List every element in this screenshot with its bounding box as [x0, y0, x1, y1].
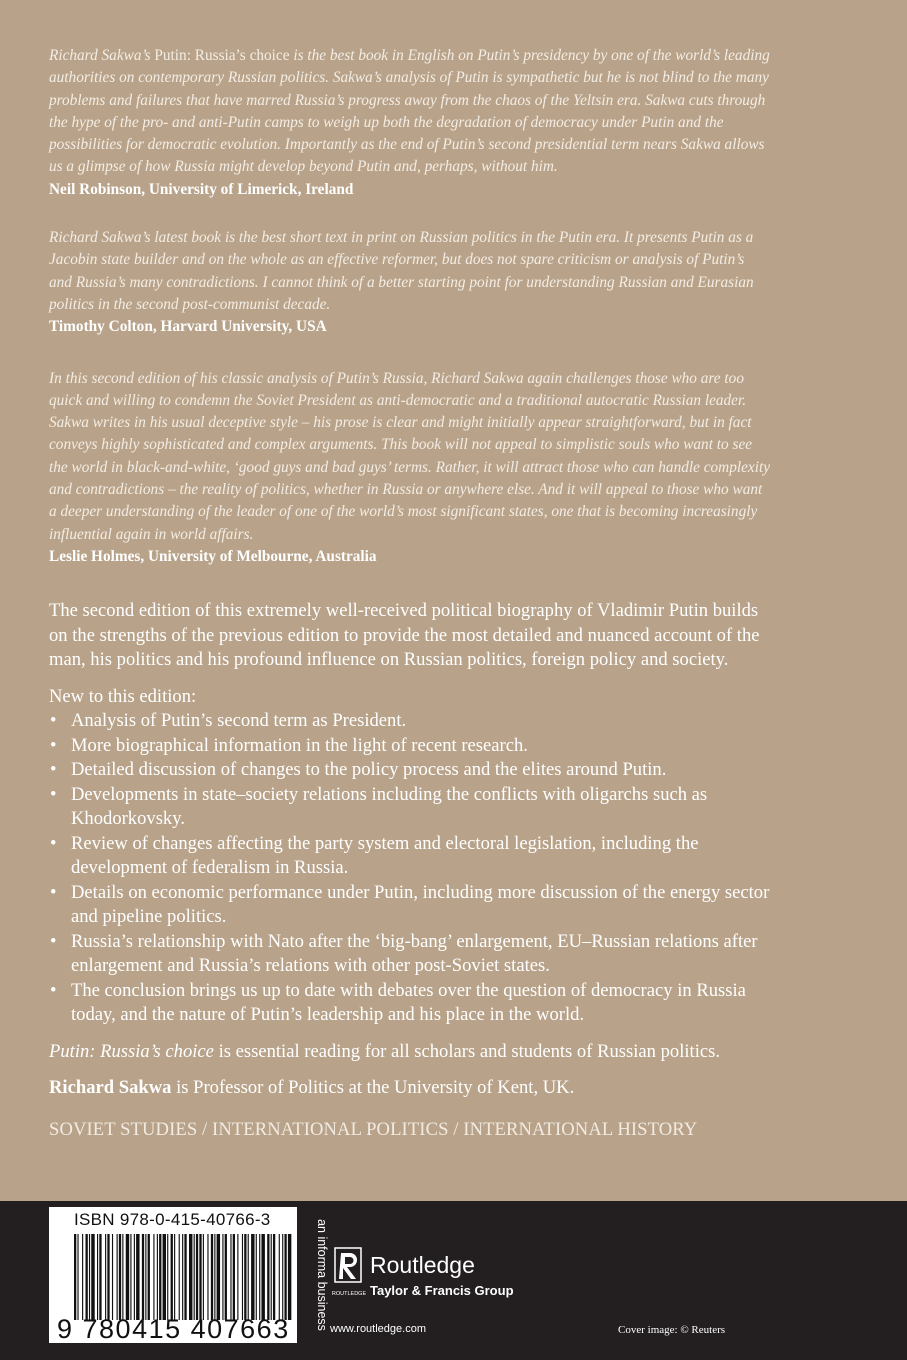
barcode-bar — [288, 1234, 291, 1320]
cover-image-credit: Cover image: © Reuters — [618, 1324, 726, 1336]
review-quote-text: is the best book in English on Putin’s presidency by one of the world’s leading authorities on contemporary Russian politics. Sakwa’s analysis of Putin is sympathetic but he is not blind to the many problems and failures that have marred Russia’s progress away from the chaos of the Yeltsin era. Sakwa cuts through the hype of the pro- and anti-Putin camps to weigh up both the degradation of democracy under Putin and the possibilities for democratic evolution. Importantly as the end of Putin’s second presidential term nears Sakwa allows us a glimpse of how Russia might develop beyond Putin and, perhaps, without him. — [49, 47, 770, 176]
barcode-bar — [189, 1234, 192, 1320]
barcode-bar — [74, 1234, 76, 1320]
barcode-bar — [157, 1234, 158, 1320]
barcode-bar — [230, 1234, 231, 1320]
barcode-bar — [153, 1234, 154, 1320]
barcode-bar — [211, 1234, 213, 1320]
publisher-group: Taylor & Francis Group — [370, 1283, 514, 1298]
list-item: • Review of changes affecting the party system and electoral legislation, including the development of federalism in Russia. — [49, 832, 771, 881]
barcode-bar — [259, 1234, 260, 1320]
barcode-bar — [99, 1234, 101, 1320]
barcode-bar — [284, 1234, 286, 1320]
book-title-ref: Putin: — [150, 47, 195, 64]
barcode-bar — [77, 1234, 78, 1320]
barcode-bar — [179, 1234, 180, 1320]
barcode-bar — [267, 1234, 269, 1320]
review-3 — [49, 368, 771, 569]
barcode-bar — [107, 1234, 109, 1320]
barcode-bar — [203, 1234, 204, 1320]
barcode-bar — [222, 1234, 223, 1320]
list-item: • Details on economic performance under Putin, including more discussion of the energy sector and pipeline politics. — [49, 881, 771, 930]
barcode-graphic — [74, 1234, 292, 1320]
barcode-digits: 9 780415 407663 — [57, 1314, 290, 1344]
barcode-bar — [273, 1234, 275, 1320]
list-item: • Russia’s relationship with Nato after the ‘big-bang’ enlargement, EU–Russian relations after enlargement and Russia’s relations with other post-Soviet states. — [49, 930, 771, 979]
barcode-bar — [91, 1234, 94, 1320]
barcode-bar — [182, 1234, 183, 1320]
barcode-bar — [261, 1234, 264, 1320]
author-name: Richard Sakwa — [49, 1077, 172, 1099]
closing-statement — [49, 1040, 771, 1065]
barcode-bar — [282, 1234, 283, 1320]
barcode-bar — [199, 1234, 201, 1320]
informa-text: an informa business — [315, 1219, 329, 1331]
barcode-bar — [122, 1234, 123, 1320]
barcode-bar — [271, 1234, 272, 1320]
barcode-bar — [136, 1234, 139, 1320]
barcode-bar — [184, 1234, 186, 1320]
barcode-bar — [97, 1234, 98, 1320]
barcode-bar — [86, 1234, 88, 1320]
review-attribution: Timothy Colton, Harvard University, USA — [49, 318, 327, 336]
barcode-bar — [89, 1234, 90, 1320]
barcode-bar — [142, 1234, 144, 1320]
barcode-bar — [194, 1234, 195, 1320]
barcode-bar — [225, 1234, 227, 1320]
barcode-bar — [196, 1234, 198, 1320]
barcode-bar — [242, 1234, 243, 1320]
book-title-ref-2: Russia’s choice — [194, 47, 290, 64]
new-edition-list — [49, 709, 771, 1028]
new-edition-heading: New to this edition: — [49, 685, 197, 707]
list-item: • Detailed discussion of changes to the policy process and the elites around Putin. — [49, 758, 771, 783]
routledge-logo-icon — [331, 1247, 367, 1299]
barcode-bar — [117, 1234, 118, 1320]
review-author-ref: Richard Sakwa’s — [49, 47, 151, 64]
publisher-url: www.routledge.com — [330, 1323, 426, 1335]
list-item: • The conclusion brings us up to date with debates over the question of democracy in Russia today, and the nature of Putin’s leadership and his place in the world. — [49, 979, 771, 1028]
barcode-bar — [159, 1234, 161, 1320]
list-item: • More biographical information in the light of recent research. — [49, 734, 771, 759]
barcode-bar — [214, 1234, 215, 1320]
barcode-bar — [82, 1234, 83, 1320]
barcode-bar — [174, 1234, 175, 1320]
author-bio-text: is Professor of Politics at the University of Kent, UK. — [171, 1077, 575, 1099]
author-bio — [49, 1076, 771, 1101]
barcode-bar — [237, 1234, 238, 1320]
review-attribution: Leslie Holmes, University of Melbourne, Australia — [49, 547, 377, 565]
publisher-name: Routledge — [370, 1252, 475, 1278]
list-item: • Developments in state–society relations including the conflicts with oligarchs such as Khodorkovsky. — [49, 783, 771, 832]
closing-book-title: Putin: Russia’s choice — [49, 1040, 214, 1062]
review-2 — [49, 227, 771, 338]
barcode-bar — [279, 1234, 280, 1320]
back-cover-text — [49, 45, 771, 1142]
barcode-bar — [233, 1234, 235, 1320]
review-quote: Richard Sakwa’s latest book is the best short text in print on Russian politics in the Putin era. It presents Putin as a Jacobin state builder and on the whole as an effective reformer, but does not spare criticism or analysis of Putin’s and Russia’s many contradictions. I cannot think of a better starting point for understanding Russian and Eurasian politics in the second post-communist decade. — [49, 229, 754, 313]
barcode-bar — [130, 1234, 131, 1320]
barcode-bar — [217, 1234, 220, 1320]
closing-text: is essential reading for all scholars and students of Russian politics. — [213, 1040, 720, 1062]
barcode-bar — [148, 1234, 150, 1320]
barcode-bar — [256, 1234, 257, 1320]
barcode-bar — [248, 1234, 249, 1320]
barcode-bar — [145, 1234, 146, 1320]
subject-categories: SOVIET STUDIES / INTERNATIONAL POLITICS / INTERNATIONAL HISTORY — [49, 1118, 698, 1140]
review-quote: In this second edition of his classic analysis of Putin’s Russia, Richard Sakwa again challenges those who are too quick and willing to condemn the Soviet President as anti-democratic and a traditional autocratic Russian leader. Sakwa writes in his usual deceptive style – his prose is clear and might initially appear straightforward, but in fact conveys highly sophisticated and complex arguments. This book will not appeal to simplistic souls who want to see the world in black-and-white, ‘good guys and bad guys’ terms. Rather, it will attract those who can handle complexity and contradictions – the reality of politics, whether in Russia or anywhere else. And it will appeal to those who want a deeper understanding of the leader of one of the world’s most significant states, one that is becoming increasingly influential again in world affairs. — [49, 369, 770, 543]
barcode-bar — [105, 1234, 106, 1320]
review-1 — [49, 45, 771, 201]
isbn-label: ISBN 978-0-415-40766-3 — [74, 1210, 271, 1229]
barcode-bar — [167, 1234, 168, 1320]
logo-wordmark: ROUTLEDGE — [331, 1291, 367, 1297]
barcode-bar — [207, 1234, 208, 1320]
book-description: The second edition of this extremely well-received political biography of Vladimir Putin builds on the strengths of the previous edition to provide the most detailed and nuanced account of the man, his politics and his profound influence on Russian politics, foreign policy and society. — [49, 600, 760, 671]
review-quote — [49, 45, 771, 179]
barcode-bar — [163, 1234, 166, 1320]
barcode-bar — [244, 1234, 246, 1320]
review-attribution: Neil Robinson, University of Limerick, Ireland — [49, 180, 354, 198]
barcode-bar — [171, 1234, 173, 1320]
barcode-bar — [112, 1234, 113, 1320]
barcode-bar — [134, 1234, 135, 1320]
barcode-bar — [251, 1234, 254, 1320]
barcode-bar — [126, 1234, 129, 1320]
barcode-bar — [119, 1234, 121, 1320]
list-item: • Analysis of Putin’s second term as President. — [49, 709, 771, 734]
